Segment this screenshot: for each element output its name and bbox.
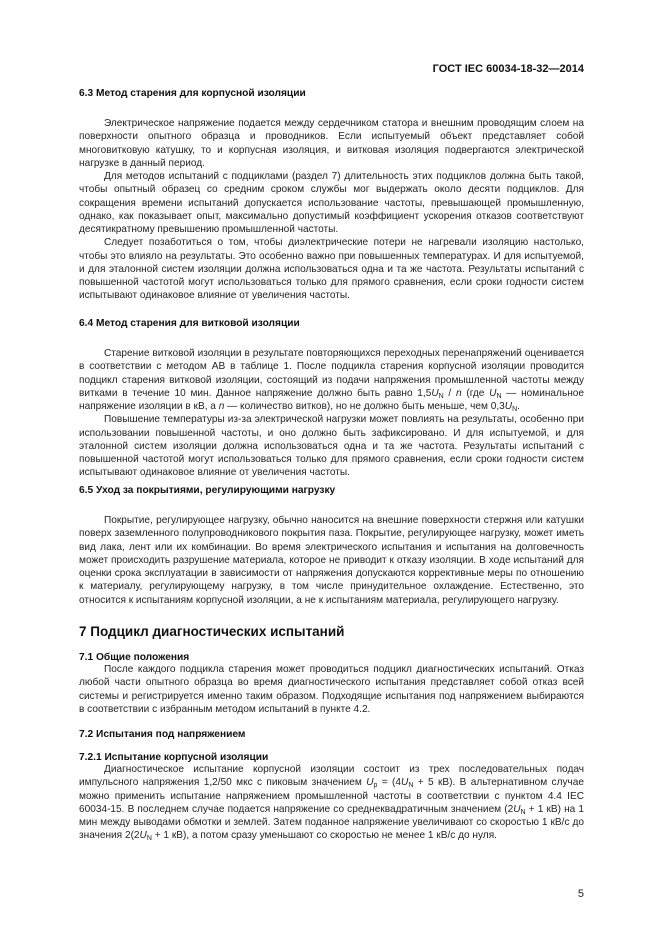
math-subscript: N: [512, 406, 518, 413]
section-7-2-1: [79, 752, 584, 843]
math-symbol: U: [431, 387, 439, 399]
section-body: [79, 514, 584, 607]
section-6-4: [79, 318, 584, 480]
math-symbol: U: [504, 401, 513, 412]
section-body: [79, 663, 584, 716]
paragraph: Старение витковой изоляции в результате повторяющихся переходных перенапряжений оценивается в соответствии с методом АВ в таблице 1. После подцикла старения корпусной изоляции проводится подцикл старения витковой изоляции, состоящий из подачи напряжения промышленной частоты между витками в течение 10 мин. Данное напряжение должно быть равно $1,5U_N$ / n (где $U_N$ — номинальное напряжение изоляции в кВ, а n — количество витков), но не должно быть меньше, чем $0,3U_N$.: [79, 348, 585, 413]
math-symbol: U: [513, 803, 521, 815]
section-heading: 7.2 Испытания под напряжением: [79, 729, 246, 740]
math-subscript: p: [373, 782, 378, 790]
paragraph: После каждого подцикла старения может проводиться подцикл диагностических испытаний. Отказ любой части опытного образца во время диагностического испытания представляет собой отказ всей системы и регистрируется именно таким образом. Подходящие испытания под напряжением выбираются в соответствии с избранным методом испытаний в пункте 4.2.: [79, 664, 584, 715]
page-number: 5: [577, 888, 584, 900]
document-header: ГОСТ IEC 60034-18-32—2014: [432, 63, 584, 75]
math-subscript: N: [408, 782, 414, 790]
section-heading: 6.5 Уход за покрытиями, регулирующими нагрузку: [79, 485, 336, 496]
section-7: [79, 624, 584, 639]
math-symbol: n: [218, 401, 225, 412]
section-7-2: [79, 729, 584, 740]
section-body: [79, 347, 584, 480]
paragraph: Повышение температуры из-за электрической нагрузки может повлиять на результаты, особенно при использовании повышенной частоты, и оно должно быть зафиксировано. И для испытуемой, и для эталонной систем изоляции должна использоваться одна и та же частота. Результаты испытаний с повышенной частотой могут использоваться только для прямого сравнения, если сроки годности систем испытывают одинаковое влияние от увеличения частоты.: [79, 414, 584, 479]
math-subscript: N: [520, 808, 526, 816]
paragraph: Покрытие, регулирующее нагрузку, обычно наносится на внешние поверхности стержня или катушки поверх заземленного полупроводникового покрытия паза. Покрытие, регулирующее нагрузку, может иметь вид лака, лент или их комбинации. Во время электрического испытания и испытания на долговечность может происходить разрушение материала, которое не приводит к отказу изоляции. В ходе испытаний для оценки срока эксплуатации в зависимости от напряжения допускаются коррективные меры по отношению к материалу, регулирующему нагрузку, в том числе принудительное охлаждение. Естественно, это относится к испытаниям корпусной изоляции, а не к испытаниям материала, регулирующего нагрузку.: [79, 515, 584, 606]
section-6-3: [79, 88, 584, 303]
section-6-5: [79, 485, 584, 607]
paragraph: Диагностическое испытание корпусной изоляции состоит из трех последовательных подач импульсного напряжения 1,2/50 мкс с пиковым значением $U_p = (4U_N + 5$ кВ). В альтернативном случае можно применить испытание напряжением промышленной частоты в соответствии с пунктом 4.4 IEC 60034-15. В последнем случае подается напряжение со среднеквадратичным значением ($2U_N + 1$ кВ) на 1 мин между выводами обмотки и землей. Затем поданное напряжение увеличивают со скоростью 1 кВ/с до значения $2(2U_N + 1$ кВ), а потом сразу уменьшают со скоростью не менее 1 кВ/с до нуля.: [79, 764, 585, 843]
math-subscript: N: [146, 835, 152, 843]
section-body: [79, 117, 584, 303]
section-heading: 6.4 Метод старения для витковой изоляции: [79, 318, 300, 329]
math-subscript: N: [438, 392, 444, 400]
section-heading: 6.3 Метод старения для корпусной изоляции: [79, 88, 306, 99]
chapter-heading: 7 Подцикл диагностических испытаний: [79, 624, 345, 639]
section-7-1: [79, 652, 584, 716]
math-symbol: U: [401, 777, 409, 789]
math-subscript: N: [496, 392, 502, 400]
section-body: [79, 763, 584, 843]
paragraph: Электрическое напряжение подается между сердечником статора и внешним проводящим слоем на поверхности опытного образца и проводников. Если испытуемый объект представляет собой многовитковую катушку, то и корпусная изоляция, и витковая изоляция подвергаются электрической нагрузке в данный период.: [79, 118, 584, 169]
math-symbol: U: [489, 387, 497, 399]
math-symbol: U: [139, 830, 147, 842]
section-heading: 7.1 Общие положения: [79, 652, 190, 663]
paragraph: Для методов испытаний с подциклами (раздел 7) длительность этих подциклов должна быть такой, чтобы опытный образец со средним сроком службы мог выдержать около десяти подциклов. Для сокращения времени испытаний допускается использование частоты, превышающей промышленную, однако, как показывает опыт, максимально допустимый коэффициент ускорения отказов соответствуют десятикратному превышению промышленной частоты.: [79, 171, 584, 235]
paragraph: Следует позаботиться о том, чтобы диэлектрические потери не нагревали изоляцию настолько, чтобы это влияло на результаты. Это особенно важно при повышенных температурах. И для испытуемой, и для эталонной систем изоляции должна использоваться одна и та же частота. Результаты испытаний с повышенной частотой могут использоваться только для прямого сравнения, если сроки годности систем испытывают одинаковое влияние от увеличения частоты.: [79, 237, 584, 302]
math-symbol: n: [455, 387, 462, 399]
section-heading: 7.2.1 Испытание корпусной изоляции: [79, 752, 269, 763]
math-symbol: U: [366, 777, 374, 789]
